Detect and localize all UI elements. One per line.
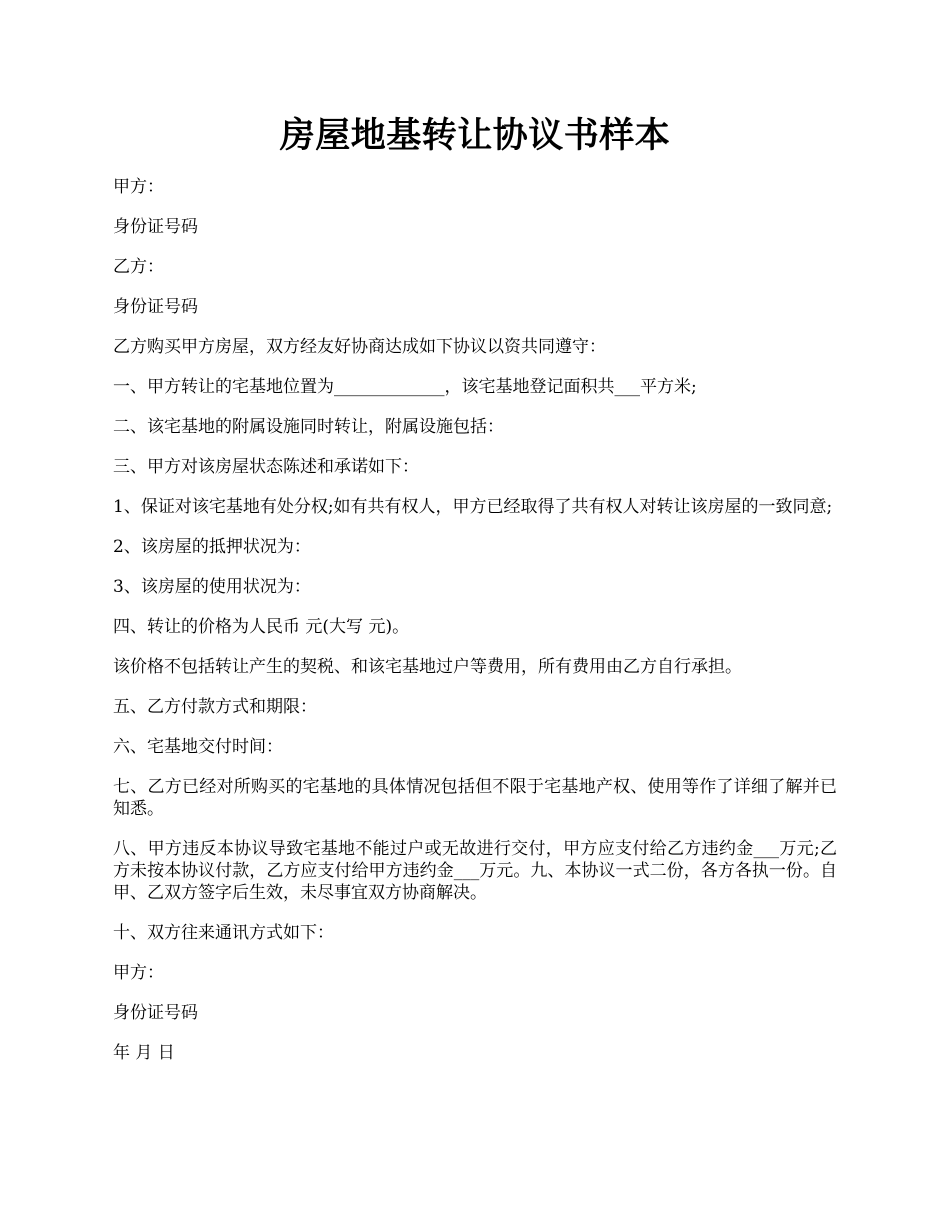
price-note-paragraph: 该价格不包括转让产生的契税、和该宅基地过户等费用，所有费用由乙方自行承担。 bbox=[113, 657, 742, 677]
clause-7-paragraph: 七、乙方已经对所购买的宅基地的具体情况包括但不限于宅基地产权、使用等作了详细了解并已知悉。 bbox=[113, 777, 837, 819]
document-title: 房屋地基转让协议书样本 bbox=[279, 115, 671, 156]
clause-3-item-1: 1、保证对该宅基地有处分权;如有共有权人，甲方已经取得了共有权人对转让该房屋的一致同意; bbox=[113, 497, 833, 517]
party-a-id-label: 身份证号码 bbox=[113, 217, 198, 237]
clause-4-paragraph: 四、转让的价格为人民币 元(大写 元)。 bbox=[113, 617, 410, 637]
signature-date: 年 月 日 bbox=[113, 1043, 175, 1063]
party-a-label: 甲方： bbox=[113, 177, 164, 197]
clause-5-paragraph: 五、乙方付款方式和期限： bbox=[113, 697, 317, 717]
clause-8-9-paragraph: 八、甲方违反本协议导致宅基地不能过户或无故进行交付，甲方应支付给乙方违约金___万元;乙方未按本协议付款，乙方应支付给甲方违约金___万元。九、本协议一式二份，各方各执一份。自甲、乙双方签字后生效，未尽事宜双方协商解决。 bbox=[113, 839, 837, 903]
party-b-label: 乙方： bbox=[113, 257, 164, 277]
clause-3-item-2: 2、该房屋的抵押状况为： bbox=[113, 537, 311, 557]
signature-party-a-label: 甲方： bbox=[113, 963, 164, 983]
clause-3-paragraph: 三、甲方对该房屋状态陈述和承诺如下： bbox=[113, 457, 419, 477]
party-b-id-label: 身份证号码 bbox=[113, 297, 198, 317]
clause-3-item-3: 3、该房屋的使用状况为： bbox=[113, 577, 311, 597]
clause-6-paragraph: 六、宅基地交付时间： bbox=[113, 737, 283, 757]
clause-10-paragraph: 十、双方往来通讯方式如下： bbox=[113, 923, 334, 943]
preamble-paragraph: 乙方购买甲方房屋，双方经友好协商达成如下协议以资共同遵守： bbox=[113, 337, 606, 357]
signature-id-label: 身份证号码 bbox=[113, 1003, 198, 1023]
clause-2-paragraph: 二、该宅基地的附属设施同时转让，附属设施包括： bbox=[113, 417, 504, 437]
document-body bbox=[113, 176, 837, 1082]
clause-1-paragraph: 一、甲方转让的宅基地位置为_____________，该宅基地登记面积共___平方米; bbox=[113, 377, 697, 397]
